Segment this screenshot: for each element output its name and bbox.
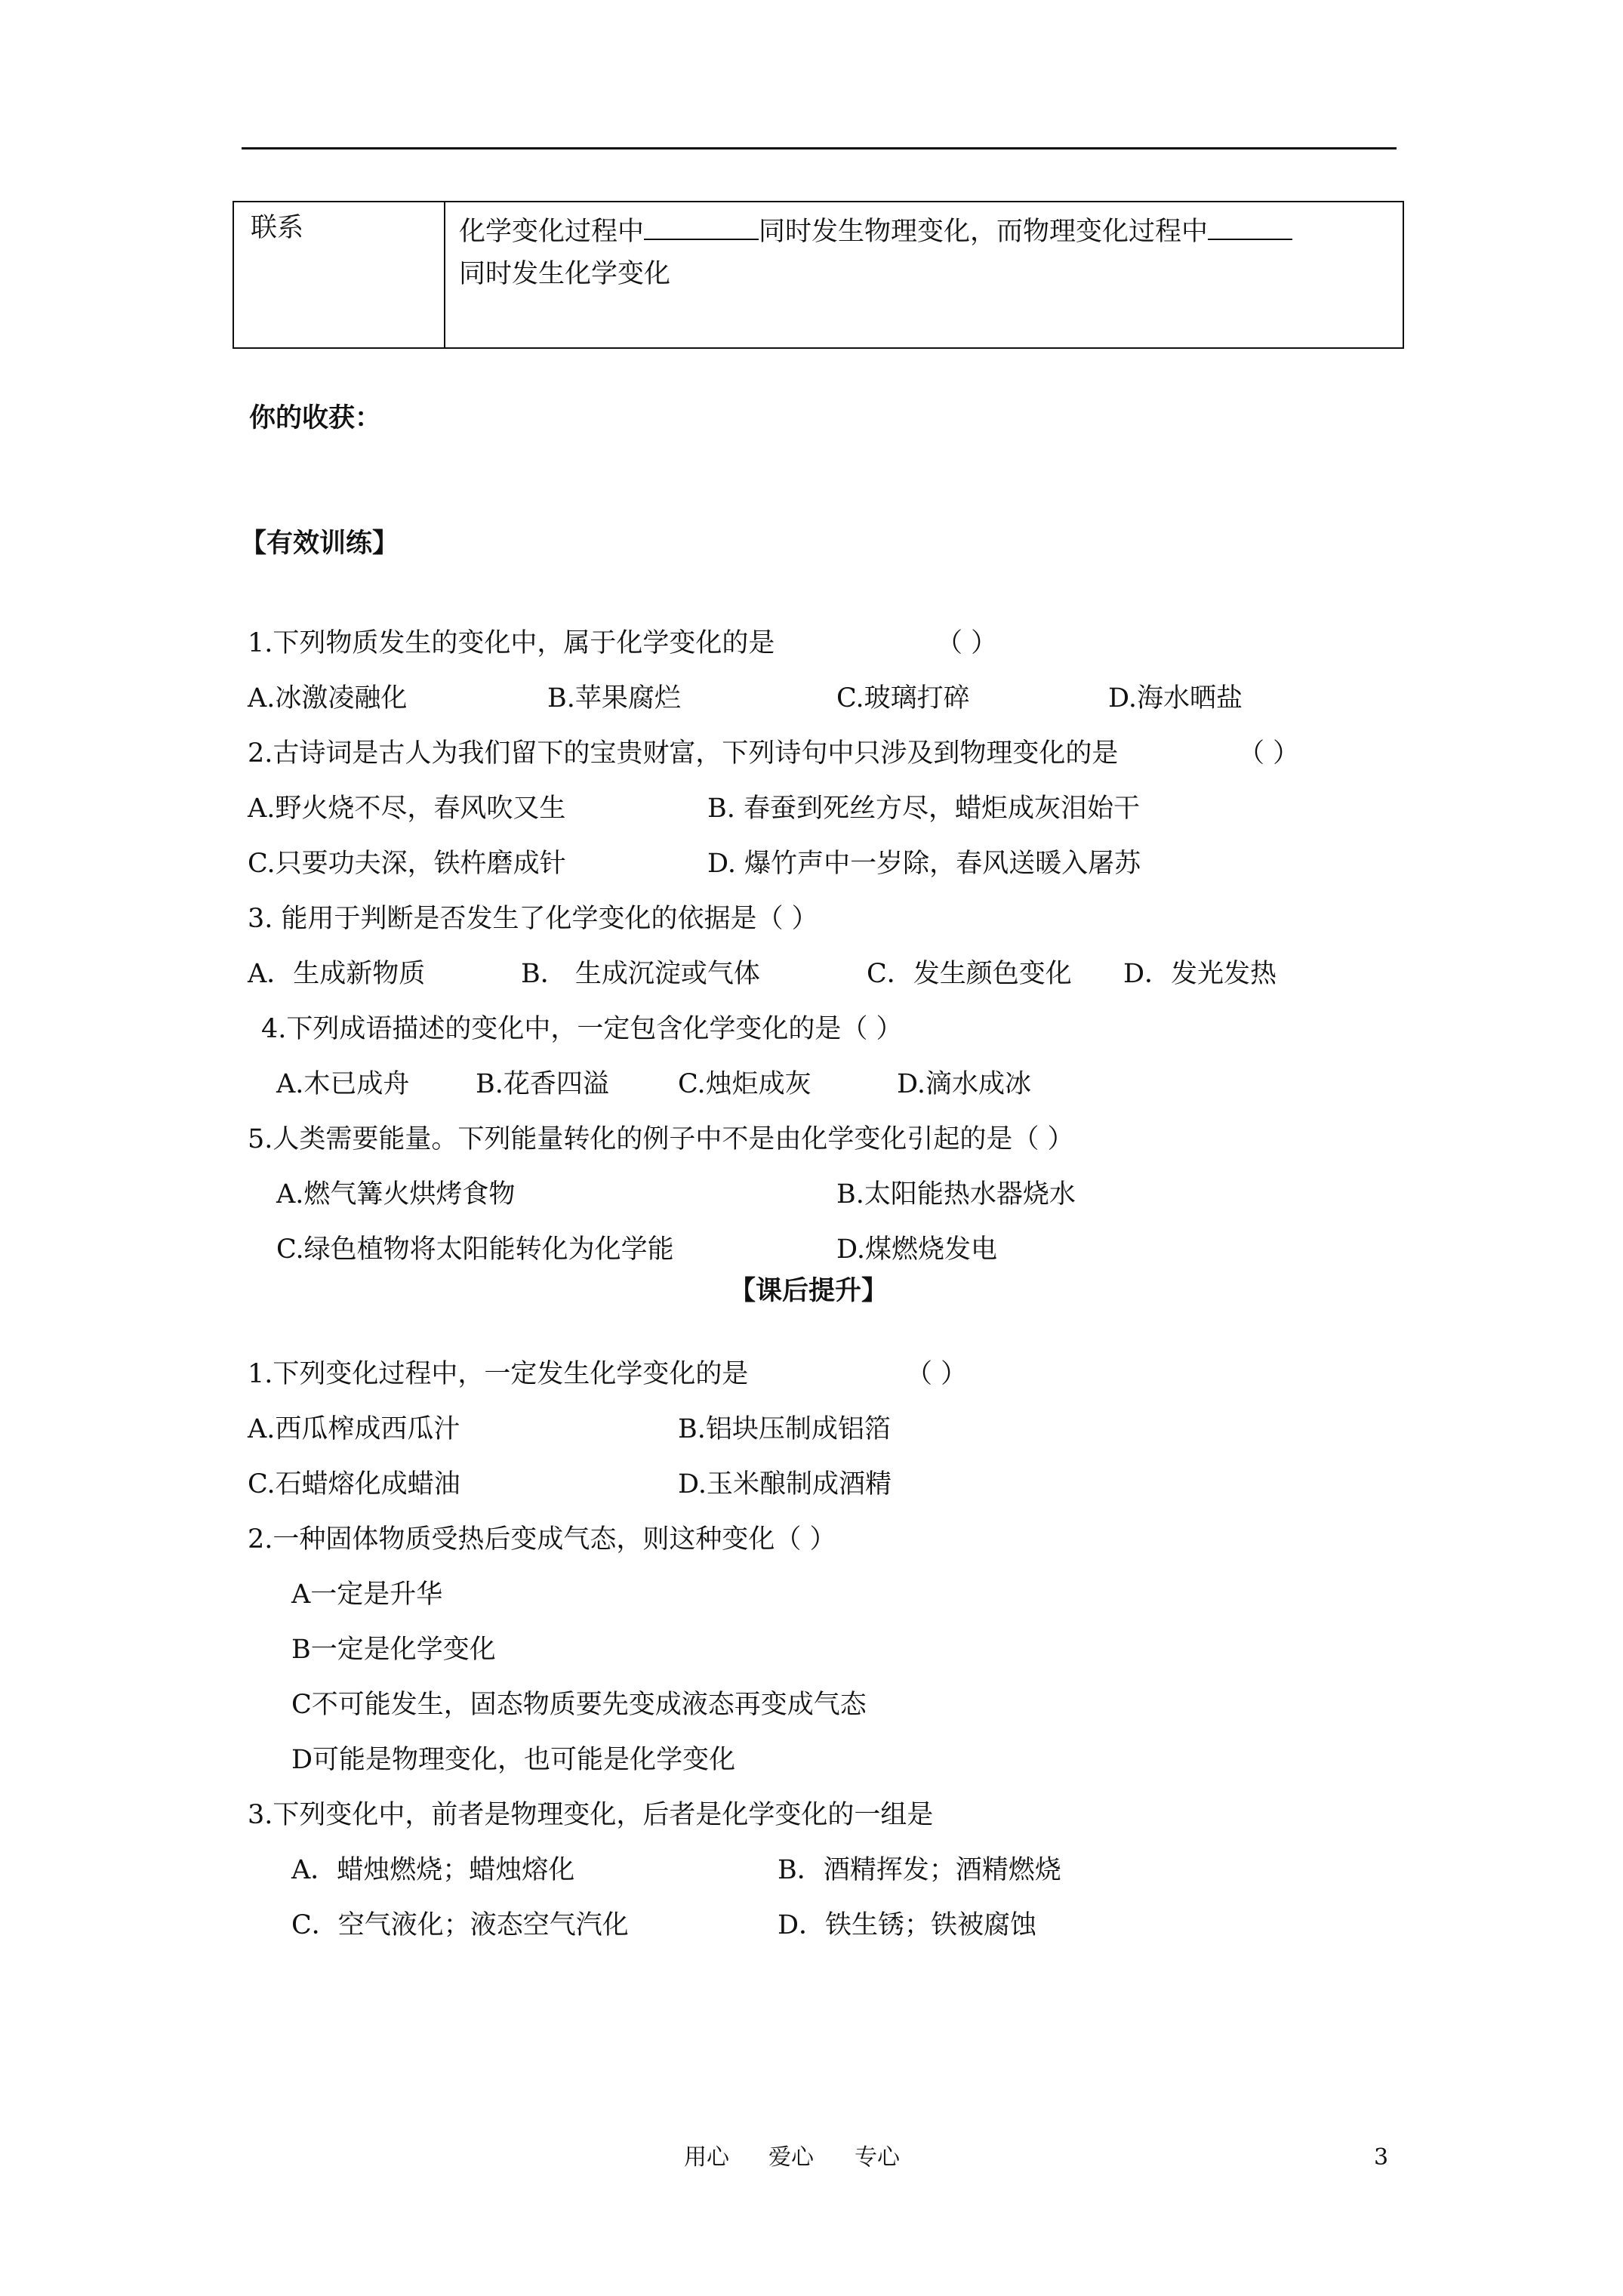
training-q3-option-b: B． 生成沉淀或气体 xyxy=(521,959,760,989)
training-q4-option-c: C.烛炬成灰 xyxy=(678,1069,812,1099)
training-q1-bracket: （ ） xyxy=(936,628,998,658)
harvest-label: 你的收获： xyxy=(249,402,382,433)
training-q2-option-b: B. 春蚕到死丝方尽，蜡炬成灰泪始干 xyxy=(707,794,1140,824)
after-q1-stem: 1.下列变化过程中，一定发生化学变化的是 xyxy=(248,1359,749,1389)
link-table-label: 联系 xyxy=(234,202,445,347)
link-text-part3: 同时发生化学变化 xyxy=(459,259,671,289)
footer-motto-2: 爱心 xyxy=(768,2144,814,2171)
after-q1-option-d: D.玉米酿制成酒精 xyxy=(678,1469,892,1499)
training-q2-option-a: A.野火烧不尽，春风吹又生 xyxy=(248,794,566,824)
after-q2-option-b: B一定是化学变化 xyxy=(291,1635,496,1665)
training-q4-option-a: A.木已成舟 xyxy=(276,1069,410,1099)
after-q2-option-a: A一定是升华 xyxy=(291,1579,443,1610)
training-q5-option-b: B.太阳能热水器烧水 xyxy=(836,1179,1076,1210)
after-q1-bracket: （ ） xyxy=(906,1359,968,1389)
answer-blank-2[interactable] xyxy=(1208,208,1292,240)
section-title-training: 【有效训练】 xyxy=(240,528,399,559)
after-q1-option-c: C.石蜡熔化成蜡油 xyxy=(248,1469,460,1499)
training-q2-stem: 2.古诗词是古人为我们留下的宝贵财富，下列诗句中只涉及到物理变化的是 xyxy=(248,738,1119,769)
header-rule xyxy=(242,147,1397,149)
training-q3-option-c: C．发生颜色变化 xyxy=(867,959,1072,989)
training-q4-stem: 4.下列成语描述的变化中，一定包含化学变化的是（ ） xyxy=(261,1014,903,1044)
after-q3-option-d: D．铁生锈；铁被腐蚀 xyxy=(778,1910,1037,1940)
training-q4-option-d: D.滴水成冰 xyxy=(897,1069,1031,1099)
training-q2-option-d: D. 爆竹声中一岁除，春风送暖入屠苏 xyxy=(707,849,1141,879)
link-table-row xyxy=(233,201,1404,349)
training-q3-stem: 3. 能用于判断是否发生了化学变化的依据是（ ） xyxy=(248,904,818,934)
after-q1-option-b: B.铝块压制成铝箔 xyxy=(678,1414,891,1444)
after-q3-option-b: B．酒精挥发；酒精燃烧 xyxy=(778,1855,1061,1885)
training-q5-option-a: A.燃气篝火烘烤食物 xyxy=(276,1179,516,1210)
after-q3-option-c: C．空气液化；液态空气汽化 xyxy=(291,1910,629,1940)
training-q5-option-d: D.煤燃烧发电 xyxy=(836,1234,997,1265)
after-q2-stem: 2.一种固体物质受热后变成气态，则这种变化（ ） xyxy=(248,1524,836,1555)
after-q1-option-a: A.西瓜榨成西瓜汁 xyxy=(248,1414,460,1444)
training-q3-option-a: A．生成新物质 xyxy=(248,959,426,989)
training-q5-stem: 5.人类需要能量。下列能量转化的例子中不是由化学变化引起的是（ ） xyxy=(248,1124,1074,1154)
link-text-part2: 同时发生物理变化，而物理变化过程中 xyxy=(759,217,1209,247)
training-q1-option-d: D.海水晒盐 xyxy=(1108,683,1243,713)
after-q2-option-d: D可能是物理变化，也可能是化学变化 xyxy=(291,1745,736,1775)
training-q2-bracket: （ ） xyxy=(1238,738,1300,769)
training-q4-option-b: B.花香四溢 xyxy=(476,1069,609,1099)
after-q2-option-c: C不可能发生，固态物质要先变成液态再变成气态 xyxy=(291,1690,867,1720)
page-footer xyxy=(0,2143,1623,2176)
footer-motto-3: 专心 xyxy=(855,2144,900,2171)
link-text-part1: 化学变化过程中 xyxy=(459,217,645,247)
training-q2-option-c: C.只要功夫深，铁杵磨成针 xyxy=(248,849,566,879)
training-q1-stem: 1.下列物质发生的变化中，属于化学变化的是 xyxy=(248,628,775,658)
answer-blank-1[interactable] xyxy=(644,208,759,240)
footer-motto-1: 用心 xyxy=(684,2144,729,2171)
training-q3-option-d: D．发光发热 xyxy=(1123,959,1277,989)
link-table-content xyxy=(445,202,1403,347)
after-q3-stem: 3.下列变化中，前者是物理变化，后者是化学变化的一组是 xyxy=(248,1800,934,1830)
training-q5-option-c: C.绿色植物将太阳能转化为化学能 xyxy=(276,1234,674,1265)
training-q1-option-b: B.苹果腐烂 xyxy=(547,683,681,713)
section-title-after-class: 【课后提升】 xyxy=(729,1275,888,1306)
training-q1-option-a: A.冰激凌融化 xyxy=(248,683,408,713)
page-number: 3 xyxy=(1374,2144,1389,2171)
training-q1-option-c: C.玻璃打碎 xyxy=(836,683,970,713)
after-q3-option-a: A．蜡烛燃烧；蜡烛熔化 xyxy=(291,1855,575,1885)
